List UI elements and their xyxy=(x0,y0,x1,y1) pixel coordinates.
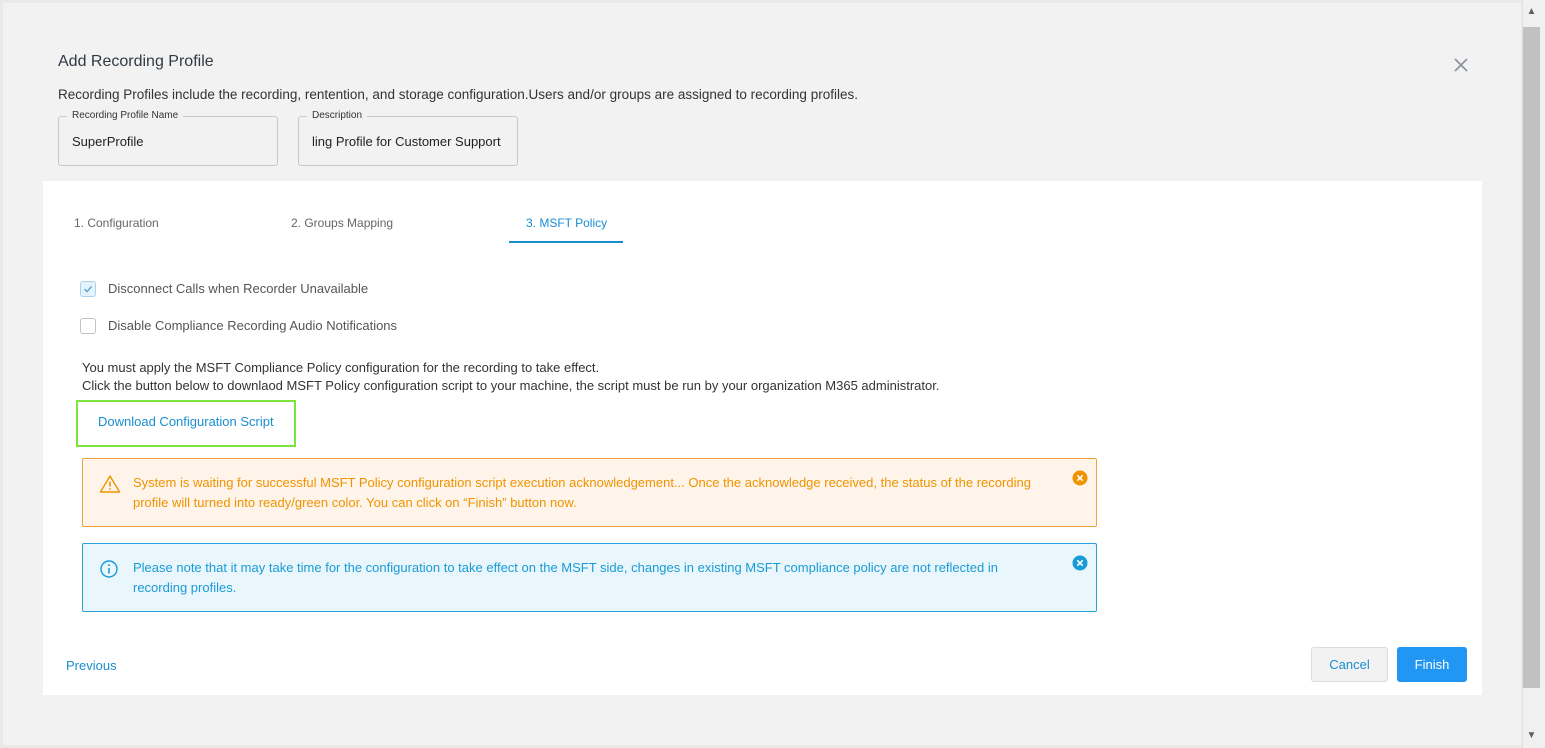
vertical-scrollbar[interactable] xyxy=(1522,0,1545,748)
dialog-subtitle: Recording Profiles include the recording, rentention, and storage configuration.Users and/or groups are assigned to recording profiles. xyxy=(58,87,858,102)
disable-notifications-label: Disable Compliance Recording Audio Notifications xyxy=(108,318,398,333)
cancel-button[interactable]: Cancel xyxy=(1311,647,1388,682)
wizard-card xyxy=(43,181,1482,695)
close-icon[interactable] xyxy=(1451,55,1471,75)
disconnect-calls-checkbox[interactable] xyxy=(80,281,96,297)
download-configuration-script-button[interactable]: Download Configuration Script xyxy=(98,414,274,429)
dialog-title: Add Recording Profile xyxy=(58,53,214,70)
info-close-icon[interactable] xyxy=(1072,555,1088,571)
info-alert-text: Please note that it may take time for the configuration to take effect on the MSFT side, changes in existing MSFT compliance policy are not reflected in recording profiles. xyxy=(133,560,998,595)
warning-close-icon[interactable] xyxy=(1072,470,1088,486)
disable-notifications-checkbox[interactable] xyxy=(80,318,96,334)
tab-configuration[interactable]: 1. Configuration xyxy=(74,216,159,230)
warning-alert xyxy=(82,458,1097,527)
recording-profile-name-value: SuperProfile xyxy=(72,134,144,149)
info-alert xyxy=(82,543,1097,612)
previous-button[interactable]: Previous xyxy=(66,658,117,673)
scroll-down-icon[interactable]: ▼ xyxy=(1526,730,1537,741)
tab-groups-mapping[interactable]: 2. Groups Mapping xyxy=(291,216,394,230)
instructions-line-1: You must apply the MSFT Compliance Policy configuration for the recording to take effect. xyxy=(82,360,600,375)
download-highlight xyxy=(76,400,296,447)
recording-profile-name-label: Recording Profile Name xyxy=(67,110,183,122)
finish-button[interactable]: Finish xyxy=(1397,647,1467,682)
warning-alert-text: System is waiting for successful MSFT Policy configuration script execution acknowledgement... Once the acknowledge received, the status of the recording profile will turned into ready/green color. You can click on “Finish” button now. xyxy=(133,475,1031,510)
description-field[interactable] xyxy=(298,110,518,166)
instructions xyxy=(82,359,939,395)
warning-icon xyxy=(99,474,119,494)
disconnect-calls-label: Disconnect Calls when Recorder Unavailable xyxy=(108,281,369,296)
scroll-up-icon[interactable]: ▲ xyxy=(1526,6,1537,17)
scrollbar-thumb[interactable] xyxy=(1523,27,1540,688)
info-icon xyxy=(99,559,119,579)
active-tab-indicator xyxy=(509,241,623,243)
checkmark-icon xyxy=(81,282,95,296)
description-label: Description xyxy=(307,110,367,122)
tab-msft-policy[interactable]: 3. MSFT Policy xyxy=(526,216,608,230)
description-value: ling Profile for Customer Support xyxy=(312,134,501,149)
instructions-line-2: Click the button below to downlaod MSFT Policy configuration script to your machine, the script must be run by your organization M365 administrator. xyxy=(82,378,940,393)
recording-profile-name-field[interactable] xyxy=(58,110,278,166)
add-recording-profile-dialog xyxy=(3,3,1521,745)
